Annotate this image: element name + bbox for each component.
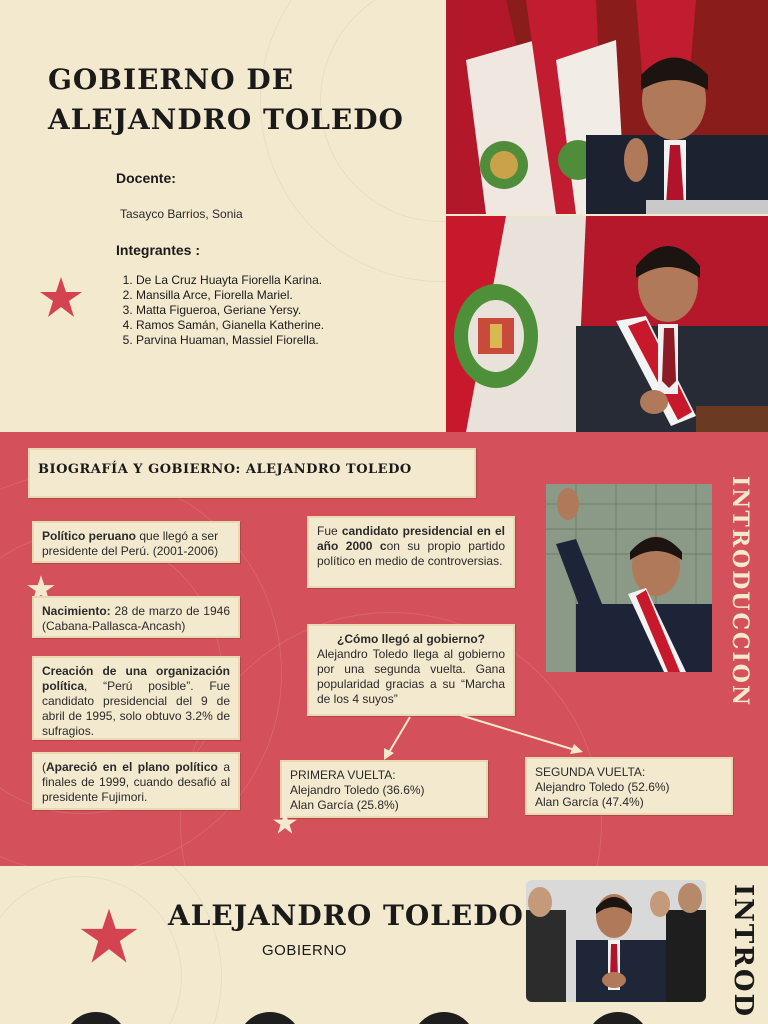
result-box-primera xyxy=(280,760,488,818)
info-box-text: on su propio partido político en medio de controversias. xyxy=(317,539,505,568)
info-box-bold: Apareció en el plano político xyxy=(46,760,218,774)
result-box-segunda xyxy=(525,757,733,815)
info-box-text: , “Perú posible”. Fue candidato presidencial del 9 de abril de 1995, solo obtuvo 3.2% de sufragios. xyxy=(42,679,230,738)
circle-decoration xyxy=(586,1012,650,1024)
integrantes-list xyxy=(116,273,324,348)
cover-title xyxy=(48,60,404,140)
slide-biografia xyxy=(0,432,768,866)
slide-gobierno xyxy=(0,866,768,1024)
photo-illustration xyxy=(446,216,768,432)
photo-toledo-crowd xyxy=(526,880,706,1002)
result-title: SEGUNDA VUELTA: xyxy=(535,765,646,779)
docente-name: Tasayco Barrios, Sonia xyxy=(120,207,243,221)
star-icon xyxy=(272,810,298,836)
info-box-text: Alejandro Toledo llega al gobierno por una segunda vuelta. Gana popularidad gracias a su “Marcha de los 4 suyos” xyxy=(317,647,505,706)
slide-cover xyxy=(0,0,768,432)
info-box-text: 28 de marzo de 1946 (Cabana-Pallasca-Ancash) xyxy=(42,604,230,633)
photo-toledo-sash xyxy=(446,216,768,432)
docente-label: Docente: xyxy=(116,170,176,186)
info-box-title: ¿Cómo llegó al gobierno? xyxy=(337,632,485,646)
info-box-bold: candidato presidencial en el año 2000 c xyxy=(317,524,505,553)
integrantes-label: Integrantes : xyxy=(116,242,201,258)
photo-toledo-speech xyxy=(446,0,768,214)
circle-decoration xyxy=(238,1012,302,1024)
list-item: 1. De La Cruz Huayta Fiorella Karina. xyxy=(136,273,324,288)
gobierno-subtitle: GOBIERNO xyxy=(262,942,347,959)
result-line: Alejandro Toledo (36.6%) xyxy=(290,783,425,797)
result-line: Alan García (47.4%) xyxy=(535,795,644,809)
arrow-line xyxy=(460,715,575,750)
arrow-head xyxy=(384,748,394,760)
result-line: Alejandro Toledo (52.6%) xyxy=(535,780,670,794)
info-box-bold: Creación de una organización política xyxy=(42,664,230,693)
cover-title-line2: ALEJANDRO TOLEDO xyxy=(48,103,404,136)
section-header: BIOGRAFÍA Y GOBIERNO: ALEJANDRO TOLEDO xyxy=(28,448,476,498)
list-item: 4. Ramos Samán, Gianella Katherine. xyxy=(136,318,324,333)
star-icon xyxy=(38,275,84,321)
photo-illustration xyxy=(446,0,768,214)
info-box-text: Fue xyxy=(317,524,342,538)
star-icon xyxy=(78,906,140,968)
list-item: 3. Matta Figueroa, Geriane Yersy. xyxy=(136,303,324,318)
vertical-label: INTROD xyxy=(728,884,758,1019)
circle-decoration xyxy=(412,1012,476,1024)
info-box-bold: Político peruano xyxy=(42,529,137,543)
gobierno-title: ALEJANDRO TOLEDO xyxy=(168,899,524,932)
vertical-label: INTRODUCCION xyxy=(727,476,753,708)
info-box-text: que llegó a ser presidente del Perú. (2001-2006) xyxy=(42,529,219,558)
list-item: 2. Mansilla Arce, Fiorella Mariel. xyxy=(136,288,324,303)
list-item: 5. Parvina Huaman, Massiel Fiorella. xyxy=(136,333,324,348)
photo-illustration xyxy=(526,880,706,1002)
cover-title-line1: GOBIERNO DE xyxy=(48,63,295,96)
result-line: Alan García (25.8%) xyxy=(290,798,399,812)
info-box-text: ( xyxy=(42,760,46,774)
photo-toledo-wave xyxy=(546,484,712,672)
arrow-line xyxy=(388,717,410,754)
info-box-text: a finales de 1999, cuando desafió al presidente Fujimori. xyxy=(42,760,230,804)
result-title: PRIMERA VUELTA: xyxy=(290,768,396,782)
info-box-bold: Nacimiento: xyxy=(42,604,111,618)
photo-illustration xyxy=(546,484,712,672)
